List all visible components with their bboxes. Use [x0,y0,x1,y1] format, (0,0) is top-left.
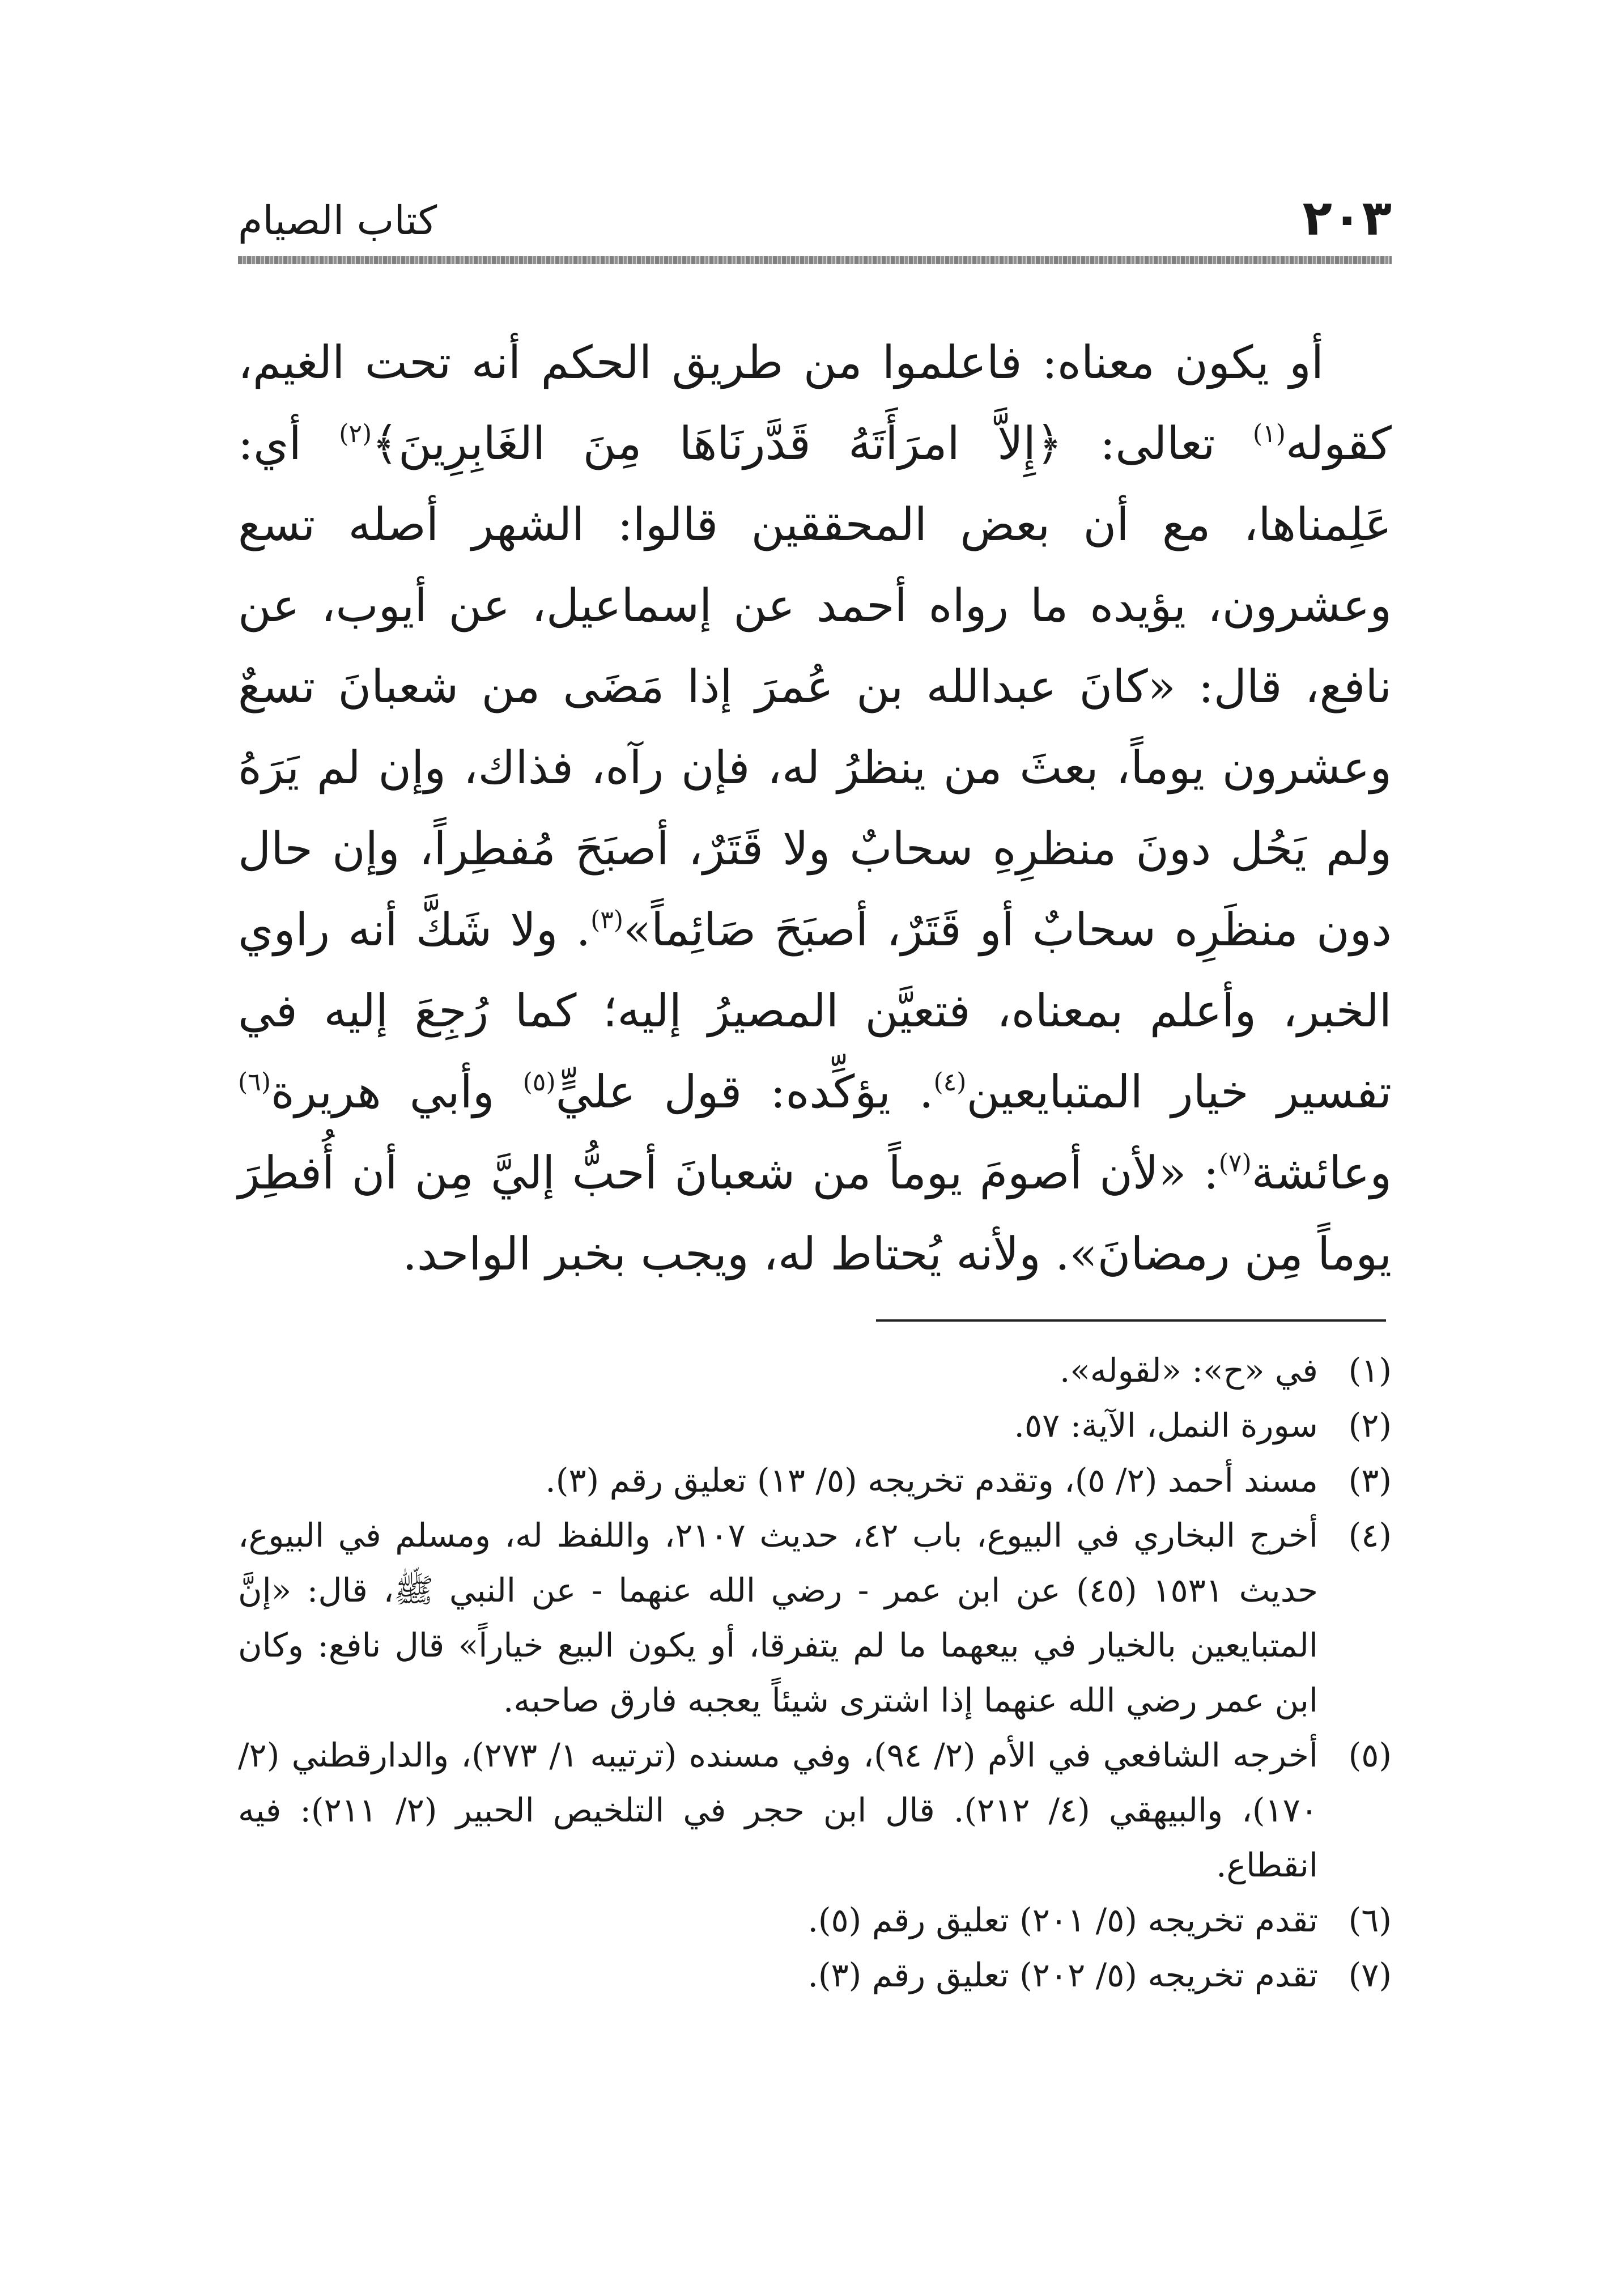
footnote-number: (١) [1348,1351,1392,1390]
text-segment: أي: عَلِمناها، مع أن بعض المحققين قالوا: الشهر أصله تسع وعشرون، يؤيده ما رواه أحمد عن إسماعيل، عن أيوب، عن نافع، قال: «كانَ عبدالله بن عُمرَ إذا مَضَى من شعبانَ تسعٌ وعشرون يوماً، بعثَ من ينظرُ له، فإن رآه، فذاك، وإن لم يَرَهُ ولم يَحُل دونَ منظرِهِ سحابٌ ولا قَتَرٌ، أصبَحَ مُفطِراً، وإن حال دون منظَرِه سحابٌ أو قَتَرٌ، أصبَحَ صَائِماً» [238,417,1392,956]
footnote-item [238,1343,1392,1398]
main-text [238,322,1392,1294]
footnotes-list [238,1343,1392,2003]
text-segment: . يؤكِّده: قول عليٍّ [555,1065,934,1118]
footnote-text: سورة النمل، الآية: ٥٧. [1014,1406,1318,1445]
footnote-ref: (١) [1252,419,1286,448]
footnote-ref: (٢) [339,419,372,448]
text-segment: تعالى: ﴿إِلاَّ امرَأَتَهُ قَدَّرنَاهَا مِنَ الغَابِرِينَ﴾ [372,417,1253,470]
footnote-text: تقدم تخريجه (٥/ ٢٠٢) تعليق رقم (٣). [807,1956,1318,1994]
footnote-number: (٧) [1348,1956,1392,1994]
main-paragraph [238,322,1392,1294]
footnote-number: (٥) [1348,1736,1392,1774]
footnote-ref: (٤) [933,1068,967,1097]
footnote-ref: (٣) [590,906,624,935]
footnote-ref: (٦) [238,1068,271,1097]
text-segment: وعائشة [1251,1146,1392,1199]
page-number: ٢٠٣ [1302,190,1392,247]
footnote-item [238,1893,1392,1948]
footnote-text: تقدم تخريجه (٥/ ٢٠١) تعليق رقم (٥). [807,1901,1318,1939]
footnote-item [238,1398,1392,1453]
header-rule [238,256,1392,264]
footnote-item [238,1948,1392,2003]
footnote-number: (٢) [1348,1406,1392,1445]
text-segment: . ولا شَكَّ أنه راوي الخبر، وأعلم بمعناه، فتعيَّن المصيرُ إليه؛ كما رُجِعَ إليه في تفسير خيار المتبايعين [238,903,1392,1118]
footnote-number: (٤) [1348,1516,1392,1555]
footnote-item [238,1453,1392,1508]
footnote-item [238,1508,1392,1728]
footnote-text: أخرجه الشافعي في الأم (٢/ ٩٤)، وفي مسنده (ترتيبه ١/ ٢٧٣)، والدارقطني (٢/ ١٧٠)، والبيهقي (٤/ ٢١٢). قال ابن حجر في التلخيص الحبير (٢/ ٢١١): فيه انقطاع. [238,1736,1318,1884]
footnote-number: (٣) [1348,1461,1392,1500]
footnote-ref: (٧) [1218,1149,1252,1178]
footnote-item [238,1728,1392,1893]
footnote-separator [876,1319,1386,1322]
book-title: كتاب الصيام [238,197,437,244]
text-segment: : «لأن أصومَ يوماً من شعبانَ أحبُّ إليَّ مِن أن أُفطِرَ يوماً مِن رمضانَ». ولأنه يُحتاط له، ويجب بخبر الواحد. [238,1146,1392,1280]
text-segment: وأبي هريرة [270,1065,523,1118]
footnote-ref: (٥) [522,1068,556,1097]
footnote-text: في «ح»: «لقوله». [1059,1351,1318,1390]
footnote-text: مسند أحمد (٢/ ٥)، وتقدم تخريجه (٥/ ١٣) تعليق رقم (٣). [545,1461,1318,1500]
footnote-text: أخرج البخاري في البيوع، باب ٤٢، حديث ٢١٠٧، واللفظ له، ومسلم في البيوع، حديث ١٥٣١ (٤٥) عن ابن عمر - رضي الله عنهما - عن النبي ﷺ، قال: «إنَّ المتبايعين بالخيار في بيعهما ما لم يتفرقا، أو يكون البيع خياراً» قال نافع: وكان ابن عمر رضي الله عنهما إذا اشترى شيئاً يعجبه فارق صاحبه. [238,1516,1318,1719]
footnote-number: (٦) [1348,1901,1392,1939]
running-header [238,187,1392,255]
text-segment: أو يكون معناه: فاعلموا من طريق الحكم أنه تحت الغيم، كقوله [238,336,1392,470]
